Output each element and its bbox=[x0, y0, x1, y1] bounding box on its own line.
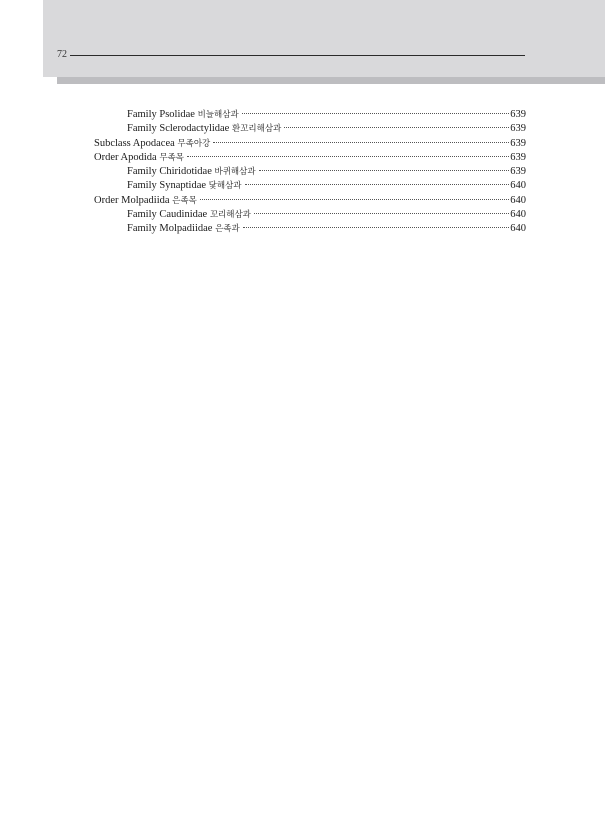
toc-entry-label bbox=[127, 165, 256, 179]
toc-entry-label bbox=[127, 222, 240, 236]
toc-entry-korean: 은족과 bbox=[215, 224, 240, 235]
toc-entry-page: 639 bbox=[510, 166, 526, 178]
toc-entry[interactable] bbox=[94, 151, 526, 165]
toc-entry-korean: 닻해삼과 bbox=[208, 181, 242, 192]
toc-entry-label bbox=[94, 151, 184, 165]
toc-entry-korean: 비늘해삼과 bbox=[197, 110, 239, 120]
toc-entry-korean: 꼬리해삼과 bbox=[209, 210, 251, 221]
toc-entry-korean: 바퀴해삼과 bbox=[214, 167, 256, 178]
dot-leader bbox=[200, 199, 509, 200]
dot-leader bbox=[245, 184, 510, 185]
toc-entry-latin: Family Chiridotidae bbox=[127, 166, 212, 178]
header-shadow bbox=[57, 77, 605, 84]
toc-entry-page: 640 bbox=[510, 209, 526, 221]
dot-leader bbox=[254, 213, 509, 214]
toc-entry-korean: 은족목 bbox=[172, 195, 197, 206]
toc-entry-page: 640 bbox=[510, 223, 526, 235]
table-of-contents bbox=[94, 108, 526, 237]
toc-entry-label bbox=[94, 137, 210, 151]
toc-entry[interactable] bbox=[94, 165, 526, 179]
toc-entry-page: 639 bbox=[510, 137, 526, 149]
toc-entry[interactable] bbox=[94, 179, 526, 193]
toc-entry-label bbox=[127, 122, 281, 136]
toc-entry-latin: Order Apodida bbox=[94, 151, 157, 163]
toc-entry-latin: Family Sclerodactylidae bbox=[127, 123, 230, 135]
toc-entry-page: 639 bbox=[510, 123, 526, 135]
toc-entry-page: 640 bbox=[510, 180, 526, 192]
toc-entry[interactable] bbox=[94, 194, 526, 208]
dot-leader bbox=[213, 142, 509, 143]
page-number: 72 bbox=[57, 49, 67, 60]
toc-entry-page: 639 bbox=[510, 109, 526, 120]
toc-entry-label bbox=[127, 208, 251, 222]
toc-entry-latin: Family Psolidae bbox=[127, 109, 195, 120]
dot-leader bbox=[259, 170, 510, 171]
toc-entry-label bbox=[94, 194, 197, 208]
toc-entry-latin: Family Synaptidae bbox=[127, 180, 207, 192]
toc-entry-latin: Subclass Apodacea bbox=[94, 137, 175, 149]
toc-entry-label bbox=[127, 179, 242, 193]
toc-entry[interactable] bbox=[94, 108, 526, 122]
toc-entry-korean: 무족목 bbox=[159, 152, 184, 163]
dot-leader bbox=[243, 227, 510, 228]
toc-entry-korean: 무족아강 bbox=[177, 138, 211, 149]
toc-entry[interactable] bbox=[94, 122, 526, 136]
toc-entry-page: 640 bbox=[510, 194, 526, 206]
dot-leader bbox=[284, 127, 509, 128]
toc-entry-label bbox=[127, 108, 239, 122]
toc-entry-latin: Family Caudinidae bbox=[127, 209, 208, 221]
toc-entry-latin: Order Molpadiida bbox=[94, 194, 170, 206]
header-band bbox=[43, 0, 605, 77]
toc-entry[interactable] bbox=[94, 208, 526, 222]
toc-entry-korean: 환꼬리해삼과 bbox=[231, 124, 282, 135]
toc-entry-page: 639 bbox=[510, 151, 526, 163]
dot-leader bbox=[187, 156, 509, 157]
toc-entry-latin: Family Molpadiidae bbox=[127, 223, 213, 235]
header-rule bbox=[70, 55, 525, 56]
toc-entry[interactable] bbox=[94, 137, 526, 151]
dot-leader bbox=[242, 113, 510, 114]
toc-entry[interactable] bbox=[94, 222, 526, 236]
